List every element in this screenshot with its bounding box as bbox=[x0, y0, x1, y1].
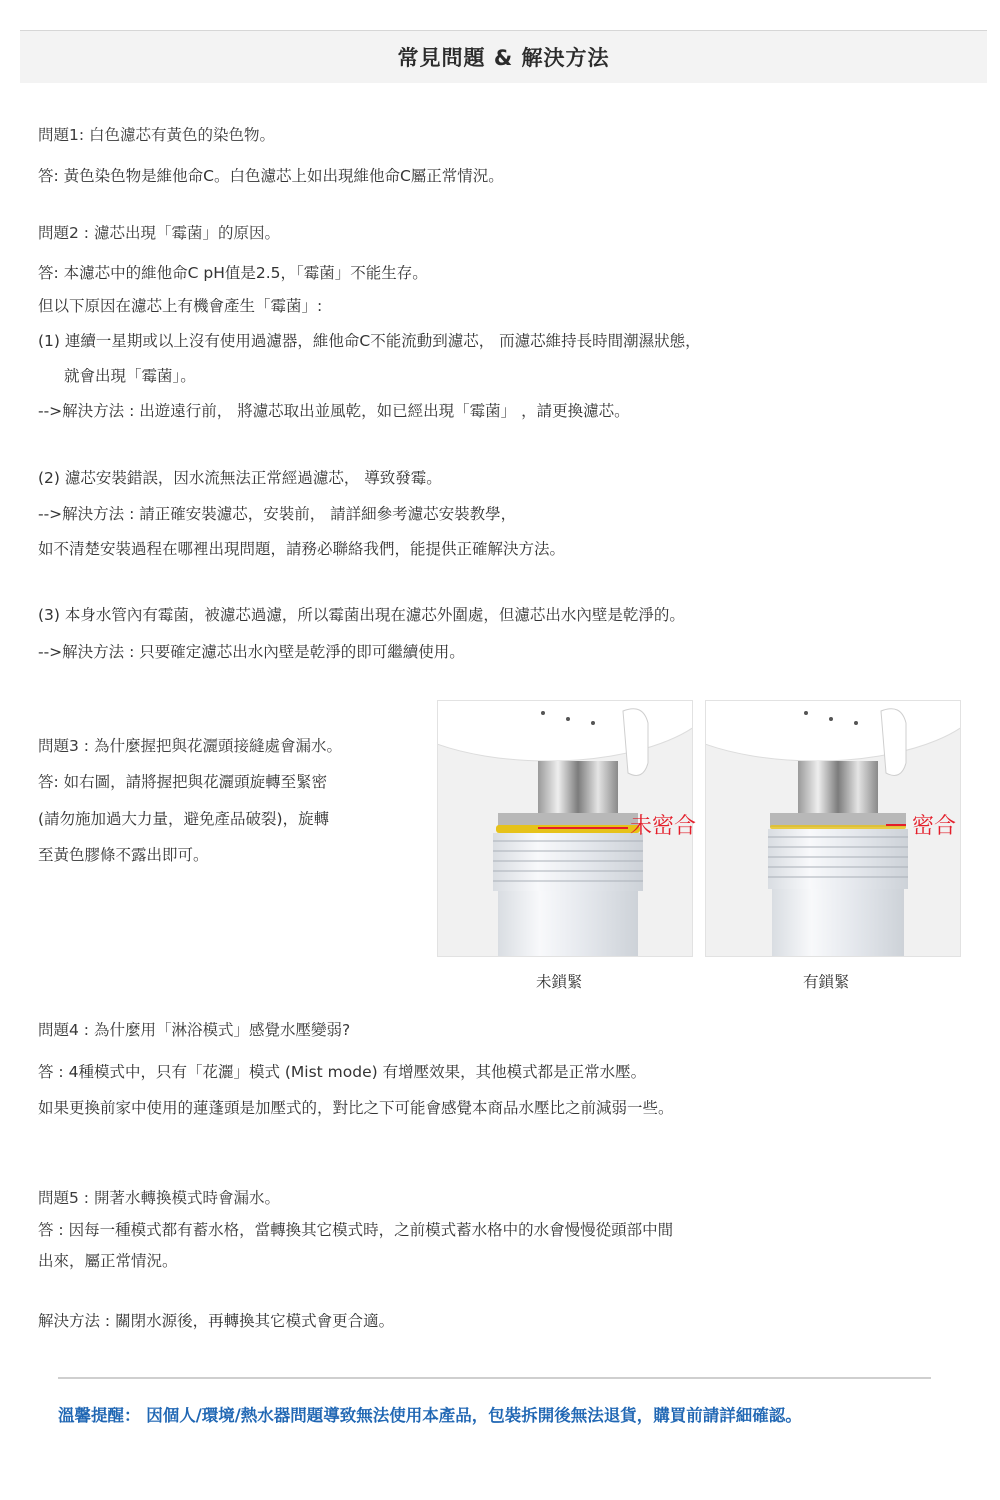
page-title: 常見問題 & 解決方法 bbox=[397, 46, 610, 70]
q2-cause3-line1: (3) 本身水管內有霉菌，被濾芯過濾，所以霉菌出現在濾芯外圍處，但濾芯出水內壁是乾淨的。 bbox=[38, 606, 685, 624]
q1-answer: 答: 黃色染色物是維他命C。白色濾芯上如出現維他命C屬正常情況。 bbox=[38, 167, 504, 185]
q3-answer-line3: 至黃色膠條不露出即可。 bbox=[38, 846, 209, 864]
q5-answer-line1: 答 : 因每一種模式都有蓄水格，當轉換其它模式時，之前模式蓄水格中的水會慢慢從頭部中間 bbox=[38, 1221, 674, 1239]
q3-answer-line1: 答: 如右圖，請將握把與花灑頭旋轉至緊密 bbox=[38, 773, 328, 791]
not-sealed-label: 未密合 bbox=[630, 814, 697, 839]
photo-right-caption: 有鎖緊 bbox=[803, 973, 850, 991]
q2-question: 問題2 : 濾芯出現「霉菌」的原因。 bbox=[38, 224, 280, 242]
q5-question: 問題5 : 開著水轉換模式時會漏水。 bbox=[38, 1189, 280, 1207]
q2-cause3-solution: -->解決方法 : 只要確定濾芯出水內壁是乾淨的即可繼續使用。 bbox=[38, 643, 465, 661]
sealed-label: 密合 bbox=[912, 814, 957, 839]
q5-answer-line2: 出來，屬正常情況。 bbox=[38, 1252, 178, 1270]
q4-answer-line2: 如果更換前家中使用的蓮蓬頭是加壓式的，對比之下可能會感覺本商品水壓比之前減弱一些。 bbox=[38, 1099, 674, 1117]
q2-cause2-line3: 如不清楚安裝過程在哪裡出現問題，請務必聯絡我們，能提供正確解決方法。 bbox=[38, 540, 566, 558]
q5-solution: 解決方法 : 關閉水源後，再轉換其它模式會更合適。 bbox=[38, 1312, 395, 1330]
q4-question: 問題4 : 為什麼用「淋浴模式」感覺水壓變弱? bbox=[38, 1021, 351, 1039]
q2-answer-line1: 答: 本濾芯中的維他命C pH值是2.5，「霉菌」不能生存。 bbox=[38, 264, 428, 282]
footer-notice: 溫馨提醒： 因個人/環境/熱水器問題導致無法使用本產品，包裝拆開後無法退貨，購買前請詳細確認。 bbox=[58, 1406, 802, 1425]
q1-question: 問題1: 白色濾芯有黃色的染色物。 bbox=[38, 126, 276, 144]
q2-cause1-line2: 就會出現「霉菌」。 bbox=[64, 367, 196, 385]
q4-answer-line1: 答 : 4種模式中，只有「花灑」模式 (Mist mode) 有增壓效果，其他模式都是正常水壓。 bbox=[38, 1063, 647, 1081]
q3-question: 問題3 : 為什麼握把與花灑頭接縫處會漏水。 bbox=[38, 737, 342, 755]
q3-answer-line2: (請勿施加過大力量，避免產品破裂)，旋轉 bbox=[38, 810, 330, 828]
q2-cause1-line1: (1) 連續一星期或以上沒有使用過濾器，維他命C不能流動到濾芯， 而濾芯維持長時間潮濕狀態， bbox=[38, 332, 701, 350]
q2-cause2-solution: -->解決方法 : 請正確安裝濾芯，安裝前， 請詳細參考濾芯安裝教學， bbox=[38, 505, 517, 523]
q2-cause2-line1: (2) 濾芯安裝錯誤，因水流無法正常經過濾芯， 導致發霉。 bbox=[38, 469, 442, 487]
q2-cause1-solution: -->解決方法 : 出遊遠行前， 將濾芯取出並風乾，如已經出現「霉菌」 ，請更換濾芯。 bbox=[38, 402, 630, 420]
page-header bbox=[20, 30, 987, 83]
photo-left-caption: 未鎖緊 bbox=[536, 973, 583, 991]
q2-answer-line2: 但以下原因在濾芯上有機會產生「霉菌」: bbox=[38, 297, 323, 315]
footer-divider bbox=[58, 1377, 931, 1379]
